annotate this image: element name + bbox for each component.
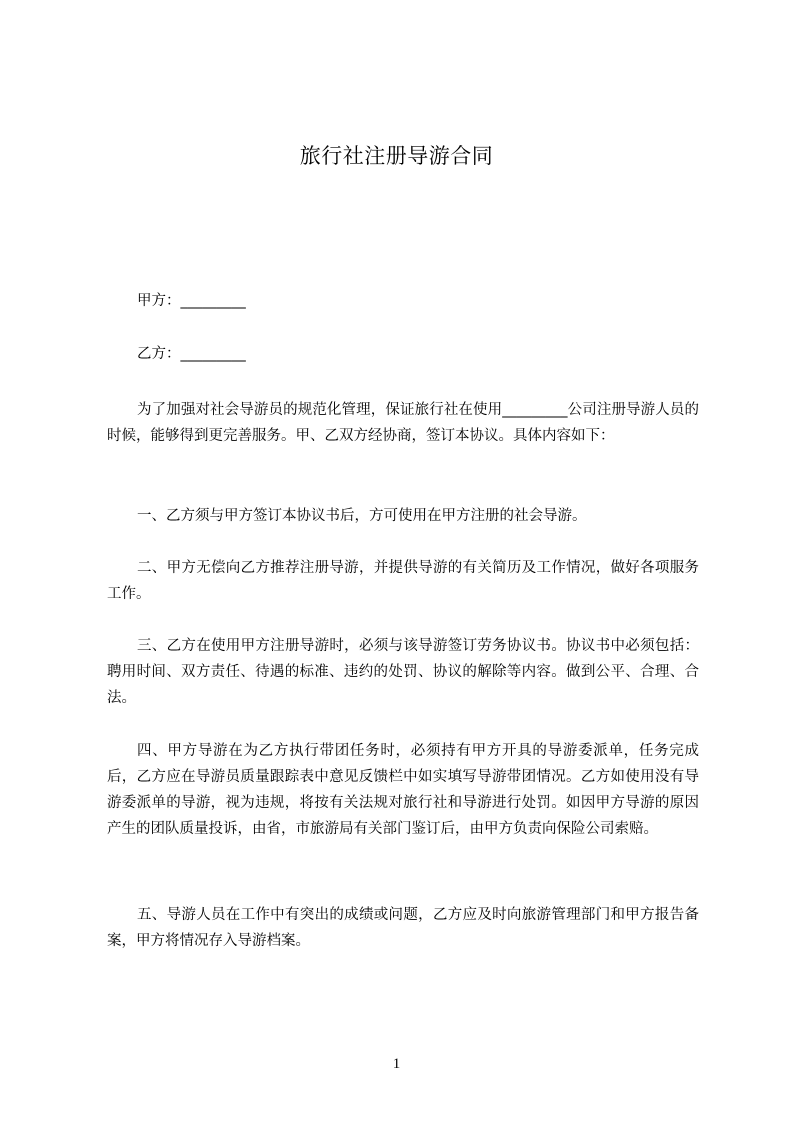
clause-3: 三、乙方在使用甲方注册导游时，必须与该导游签订劳务协议书。协议书中必须包括：聘用时间、双方责任、待遇的标准、违约的处罚、协议的解除等内容。做到公平、合理、合法。 — [107, 638, 699, 706]
clause-4: 四、甲方导游在为乙方执行带团任务时，必须持有甲方开具的导游委派单，任务完成后，乙方应在导游员质量跟踪表中意见反馈栏中如实填写导游带团情况。乙方如使用没有导游委派单的导游，视为违规，将按有关法规对旅行社和导游进行处罚。如因甲方导游的原因产生的团队质量投诉，由省，市旅游局有关部门鉴订后，由甲方负责向保险公司索赔。 — [107, 743, 699, 837]
party-b-line: 乙方：_________ — [137, 346, 246, 362]
party-a-line: 甲方：_________ — [137, 293, 246, 309]
page-title: 旅行社注册导游合同 — [299, 144, 494, 168]
clause-2: 二、甲方无偿向乙方推荐注册导游，并提供导游的有关简历及工作情况，做好各项服务工作。 — [107, 560, 699, 602]
intro-paragraph: 为了加强对社会导游员的规范化管理，保证旅行社在使用_________公司注册导游人员的时候，能够得到更完善服务。甲、乙双方经协商，签订本协议。具体内容如下： — [107, 402, 699, 444]
clause-1: 一、乙方须与甲方签订本协议书后，方可使用在甲方注册的社会导游。 — [137, 508, 587, 524]
page-number: 1 — [392, 1056, 401, 1072]
clause-5: 五、导游人员在工作中有突出的成绩或问题，乙方应及时向旅游管理部门和甲方报告备案，甲方将情况存入导游档案。 — [107, 907, 699, 949]
